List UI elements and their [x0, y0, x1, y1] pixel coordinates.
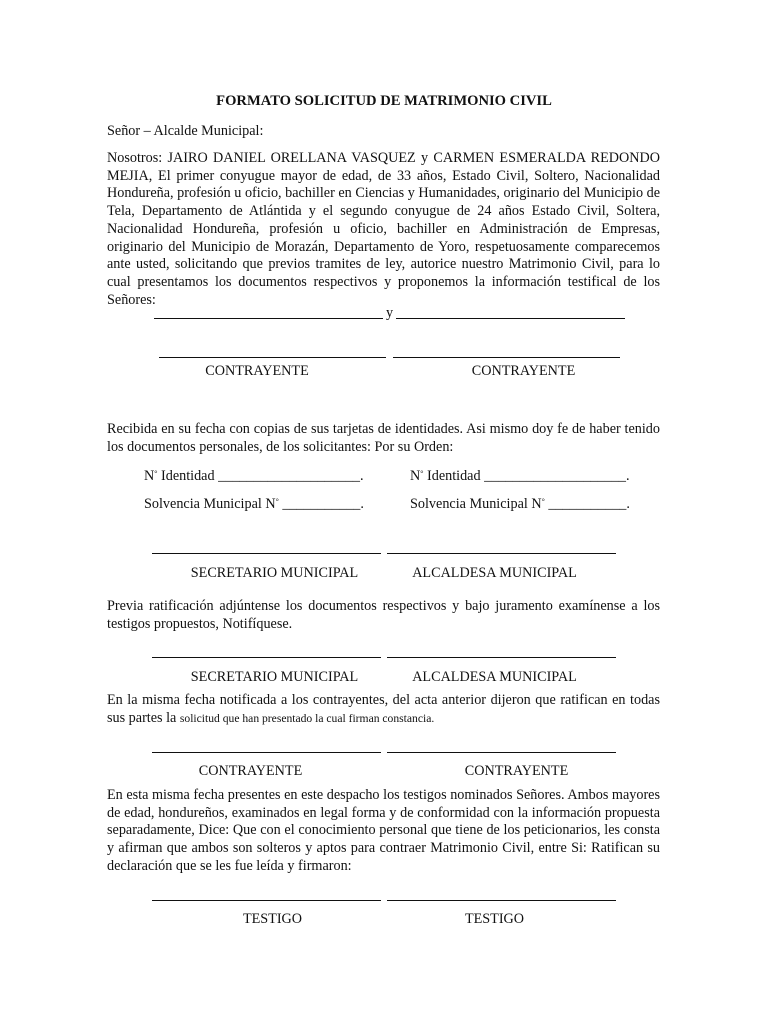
- salutation: Señor – Alcalde Municipal:: [107, 123, 264, 139]
- notification-paragraph: En la misma fecha notificada a los contrayentes, del acta anterior dijeron que ratifican en todas sus partes la solicitud que han presentado la cual firman constancia.: [107, 692, 660, 726]
- signature-line-alcaldesa-2: [387, 657, 616, 658]
- intro-paragraph: Nosotros: JAIRO DANIEL ORELLANA VASQUEZ y CARMEN ESMERALDA REDONDO MEJIA, El primer conyugue mayor de edad, de 33 años, Estado Civil, Soltero, Nacionalidad Hondureña, profesión u oficio, bachiller en Ciencias y Humanidades, originario del Municipio de Tela, Departamento de Atlántida y el segundo conyugue de 24 años Estado Civil, Soltera, Nacionalidad Hondureña, profesión u oficio, bachiller en Administración de Empresas, originario del Municipio de Morazán, Departamento de Yoro, respetuosamente comparecemos ante usted, solicitando que previos tramites de ley, autorice nuestro Matrimonio Civil, para lo cual presentamos los documentos respectivos y proponemos la información testifical de los Señores:: [107, 150, 660, 308]
- contrayente-label-2: CONTRAYENTE: [471, 363, 576, 379]
- alcaldesa-label-2: ALCALDESA MUNICIPAL: [412, 669, 577, 685]
- contrayente-label-4: CONTRAYENTE: [464, 763, 569, 779]
- signature-line-secretario-2: [152, 657, 381, 658]
- signature-line-testigo-2: [387, 900, 616, 901]
- testigo-label-1: TESTIGO: [242, 911, 303, 927]
- testigo-label-2: TESTIGO: [464, 911, 525, 927]
- solvencia-field-1: Solvencia Municipal N° ___________.: [144, 496, 364, 512]
- received-paragraph: Recibida en su fecha con copias de sus tarjetas de identidades. Asi mismo doy fe de haber tenido los documentos personales, de los solicitantes: Por su Orden:: [107, 421, 660, 455]
- identidad-field-2: N° Identidad ____________________.: [410, 468, 630, 484]
- signature-line-contrayente-2: [393, 357, 620, 358]
- witness-name-line-1: [154, 318, 383, 319]
- witness-name-line-2: [396, 318, 625, 319]
- contrayente-label-1: CONTRAYENTE: [205, 363, 309, 379]
- signature-line-contrayente-4: [387, 752, 616, 753]
- signature-line-alcaldesa-1: [387, 553, 616, 554]
- ratification-paragraph: Previa ratificación adjúntense los documentos respectivos y bajo juramento examínense a los testigos propuestos, Notifíquese.: [107, 598, 660, 632]
- document-title: FORMATO SOLICITUD DE MATRIMONIO CIVIL: [216, 93, 552, 109]
- signature-line-testigo-1: [152, 900, 381, 901]
- identidad-field-1: N° Identidad ____________________.: [144, 468, 364, 484]
- witness-connector: y: [386, 305, 394, 321]
- contrayente-label-3: CONTRAYENTE: [198, 763, 303, 779]
- signature-line-contrayente-1: [159, 357, 386, 358]
- secretario-label-1: SECRETARIO MUNICIPAL: [190, 565, 359, 581]
- signature-line-contrayente-3: [152, 752, 381, 753]
- signature-line-secretario-1: [152, 553, 381, 554]
- witnesses-paragraph: En esta misma fecha presentes en este despacho los testigos nominados Señores. Ambos mayores de edad, hondureños, examinados en legal forma y de conformidad con la información propuesta separadamente, Dice: Que con el conocimiento personal que tiene de los peticionarios, les consta y afirman que ambos son solteros y aptos para contraer Matrimonio Civil, entre Si: Ratifican su declaración que se les fue leída y firmaron:: [107, 787, 660, 874]
- solvencia-field-2: Solvencia Municipal N° ___________.: [410, 496, 630, 512]
- alcaldesa-label-1: ALCALDESA MUNICIPAL: [412, 565, 577, 581]
- secretario-label-2: SECRETARIO MUNICIPAL: [190, 669, 359, 685]
